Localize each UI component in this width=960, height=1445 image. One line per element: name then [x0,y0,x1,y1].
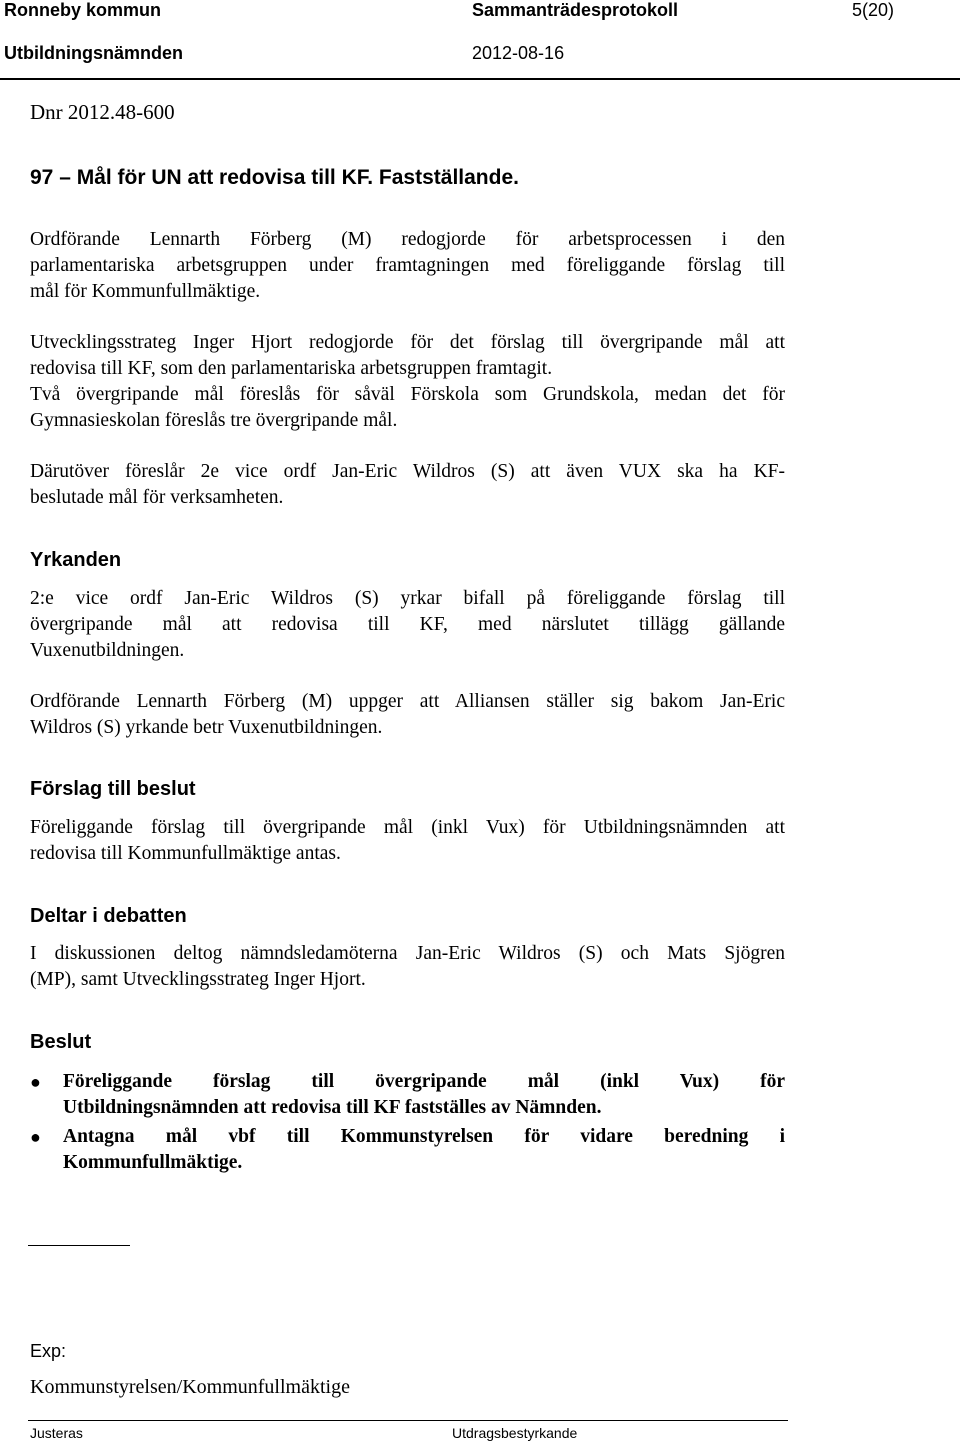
bullet-icon: ● [30,1072,41,1092]
diary-number: Dnr 2012.48-600 [30,100,175,124]
heading-beslut: Beslut [30,1031,92,1053]
text-line: 2:e vice ordf Jan-Eric Wildros (S) yrkar bifall på föreliggande förslag till [30,588,785,609]
heading-debatt: Deltar i debatten [30,905,187,927]
exp-label: Exp: [30,1341,67,1361]
signature-rule [28,1245,130,1246]
text-line: Utbildningsnämnden att redovisa till KF fastställes av Nämnden. [63,1097,602,1118]
paragraph-debatt [30,941,785,993]
text-line: Därutöver föreslår 2e vice ordf Jan-Eric Wildros (S) att även VUX ska ha KF- [30,461,785,482]
paragraph-strategist [30,330,785,382]
text-line: mål för Kommunfullmäktige. [30,281,261,302]
page-number: 5(20) [852,0,895,20]
paragraph-yrkande-1 [30,586,785,664]
text-line: (MP), samt Utvecklingsstrateg Inger Hjort. [30,969,366,990]
text-line: Antagna mål vbf till Kommunstyrelsen för vidare beredning i [63,1126,785,1147]
text-line: Föreliggande förslag till övergripande mål (inkl Vux) för [63,1071,785,1092]
text-line: Wildros (S) yrkande betr Vuxenutbildningen. [30,717,383,738]
text-line: Gymnasieskolan föreslås tre övergripande mål. [30,410,398,431]
footer-justeras: Justeras [30,1425,83,1441]
paragraph-intro [30,227,785,305]
meeting-date: 2012-08-16 [472,43,565,63]
committee-name: Utbildningsnämnden [4,43,183,63]
text-line: redovisa till KF, som den parlamentariska arbetsgruppen framtagit. [30,358,553,379]
text-line: I diskussionen deltog nämndsledamöterna Jan-Eric Wildros (S) och Mats Sjögren [30,943,785,964]
paragraph-vux [30,459,785,511]
text-line: beslutade mål för verksamheten. [30,487,284,508]
beslut-item [30,1069,785,1121]
heading-yrkanden: Yrkanden [30,549,122,571]
text-line: redovisa till Kommunfullmäktige antas. [30,843,341,864]
beslut-item [30,1124,785,1176]
text-line: Ordförande Lennarth Förberg (M) uppger att Alliansen ställer sig bakom Jan-Eric [30,691,785,712]
text-line: Kommunfullmäktige. [63,1152,243,1173]
text-line: Föreliggande förslag till övergripande mål (inkl Vux) för Utbildningsnämnden att [30,817,785,838]
heading-forslag: Förslag till beslut [30,778,196,800]
beslut-list [30,1069,785,1176]
footer-divider [28,1420,788,1421]
text-line: Två övergripande mål föreslås för såväl Förskola som Grundskola, medan det för [30,384,785,405]
text-line: parlamentariska arbetsgruppen under framtagningen med föreliggande förslag till [30,255,785,276]
header-divider [0,78,960,80]
text-line: övergripande mål att redovisa till KF, med närslutet tillägg gällande [30,614,785,635]
bullet-icon: ● [30,1127,41,1147]
text-line: Vuxenutbildningen. [30,640,185,661]
footer-utdragsbestyrkande: Utdragsbestyrkande [452,1425,578,1441]
exp-recipient: Kommunstyrelsen/Kommunfullmäktige [30,1376,350,1398]
section-title: 97 – Mål för UN att redovisa till KF. Fastställande. [30,166,519,189]
municipality-name: Ronneby kommun [4,0,162,20]
document-type: Sammanträdesprotokoll [472,0,679,20]
text-line: Ordförande Lennarth Förberg (M) redogjorde för arbetsprocessen i den [30,229,785,250]
paragraph-forslag [30,815,785,867]
text-line: Utvecklingsstrateg Inger Hjort redogjorde för det förslag till övergripande mål att [30,332,785,353]
paragraph-yrkande-2 [30,689,785,741]
paragraph-goals [30,382,785,434]
